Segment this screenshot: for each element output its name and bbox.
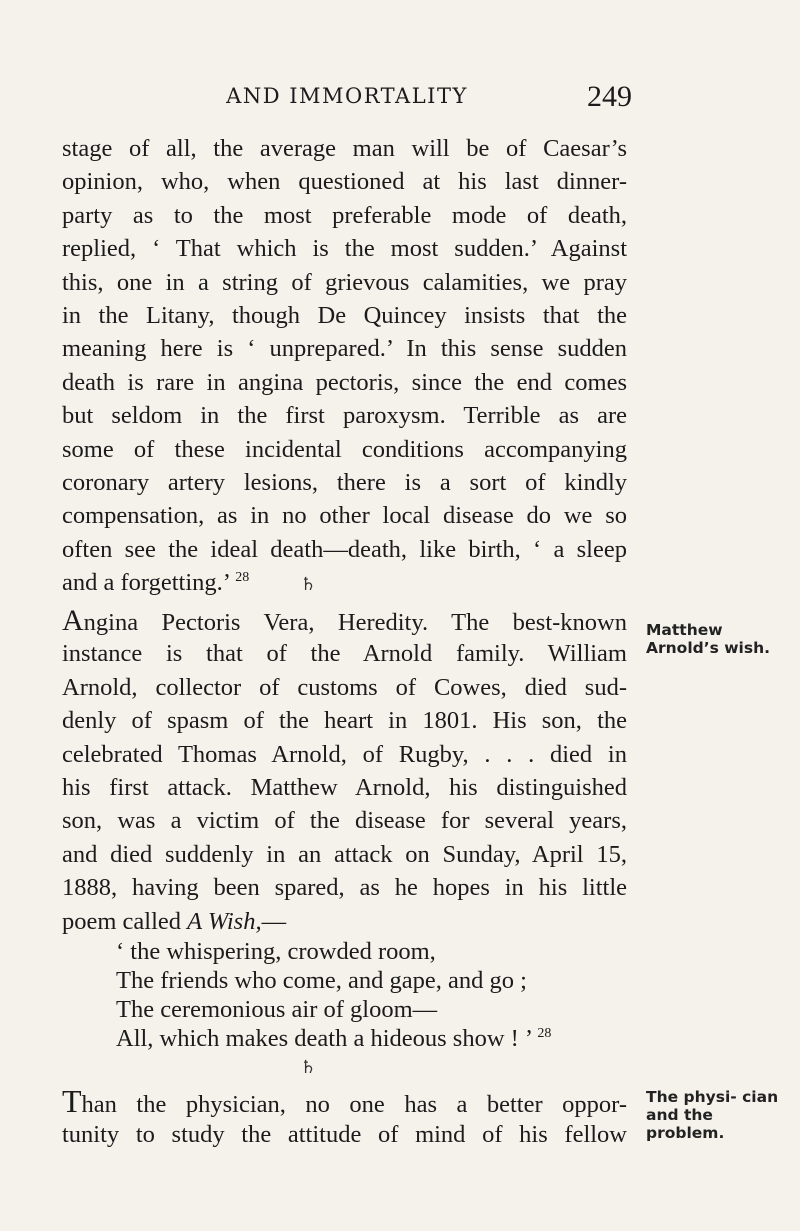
text-line: often see the ideal death—death, like birth, ‘ a sleep xyxy=(62,535,627,563)
running-title: AND IMMORTALITY xyxy=(226,84,468,108)
text-line: but seldom in the first paroxysm. Terrible as are xyxy=(62,402,627,430)
text-line: Arnold, collector of customs of Cowes, died sud- xyxy=(62,673,627,701)
text-line-content: poem called xyxy=(62,907,182,935)
text-line: some of these incidental conditions accompanying xyxy=(62,435,627,463)
dash: — xyxy=(261,907,287,935)
lead-initial: T xyxy=(62,1083,82,1119)
text-line xyxy=(62,1085,627,1118)
text-line: denly of spasm of the heart in 1801. His son, the xyxy=(62,707,627,735)
verse-line-text: All, which makes death a hideous show ! ’ xyxy=(116,1025,532,1052)
text-line: coronary artery lesions, there is a sort of kindly xyxy=(62,468,627,496)
verse-quotation xyxy=(62,937,662,1053)
text-line: party as to the most preferable mode of death, xyxy=(62,201,627,229)
text-line-content: han the physician, no one has a better oppor- xyxy=(81,1091,627,1118)
text-line: instance is that of the Arnold family. William xyxy=(62,640,627,668)
text-line xyxy=(62,604,627,637)
verse-line: The ceremonious air of gloom— xyxy=(116,996,438,1023)
running-head xyxy=(62,80,632,116)
section-ornament-icon: ♄ xyxy=(300,1057,317,1078)
verse-line: ‘ the whispering, crowded room, xyxy=(116,938,436,965)
footnote-marker: 28 xyxy=(235,569,250,585)
text-line: stage of all, the average man will be of Caesar’s xyxy=(62,135,627,162)
text-line: replied, ‘ That which is the most sudden.’ Against xyxy=(62,235,627,263)
text-line xyxy=(62,566,627,599)
paragraph-1 xyxy=(62,132,627,599)
section-ornament-icon: ♄ xyxy=(300,574,317,595)
heading-text: ngina Pectoris Vera, Heredity. xyxy=(83,609,429,636)
text-line xyxy=(62,905,627,938)
text-line: compensation, as in no other local disease do we so xyxy=(62,502,627,530)
page-number: 249 xyxy=(587,80,632,113)
paragraph-2 xyxy=(62,604,627,938)
text-line: meaning here is ‘ unprepared.’ In this sense sudden xyxy=(62,335,627,363)
verse-line xyxy=(62,1024,662,1053)
text-line: son, was a victim of the disease for several years, xyxy=(62,807,627,835)
text-line-content: and a forgetting.’ xyxy=(62,569,230,597)
text-line: his first attack. Matthew Arnold, his distinguished xyxy=(62,773,627,801)
text-line: tunity to study the attitude of mind of his fellow xyxy=(62,1121,627,1149)
margin-note-matthew-arnold: Matthew Arnold’s wish. xyxy=(646,621,771,657)
text-line: in the Litany, though De Quincey insists that the xyxy=(62,301,627,329)
margin-note-physician: The physi- cian and the problem. xyxy=(646,1088,779,1142)
poem-title: A Wish, xyxy=(187,907,262,935)
footnote-marker: 28 xyxy=(537,1025,552,1041)
text-line: this, one in a string of grievous calamities, we pray xyxy=(62,268,627,296)
text-line: death is rare in angina pectoris, since the end comes xyxy=(62,368,627,396)
paragraph-3 xyxy=(62,1085,627,1152)
text-line: opinion, who, when questioned at his last dinner- xyxy=(62,168,627,196)
section-heading xyxy=(62,604,429,637)
text-line: celebrated Thomas Arnold, of Rugby, . . . died in xyxy=(62,740,627,768)
heading-initial: A xyxy=(62,604,84,637)
text-line-content: The best-known xyxy=(451,609,627,636)
text-line: and died suddenly in an attack on Sunday, April 15, xyxy=(62,840,627,868)
verse-line: The friends who come, and gape, and go ; xyxy=(116,967,527,994)
text-line: 1888, having been spared, as he hopes in his little xyxy=(62,874,627,902)
